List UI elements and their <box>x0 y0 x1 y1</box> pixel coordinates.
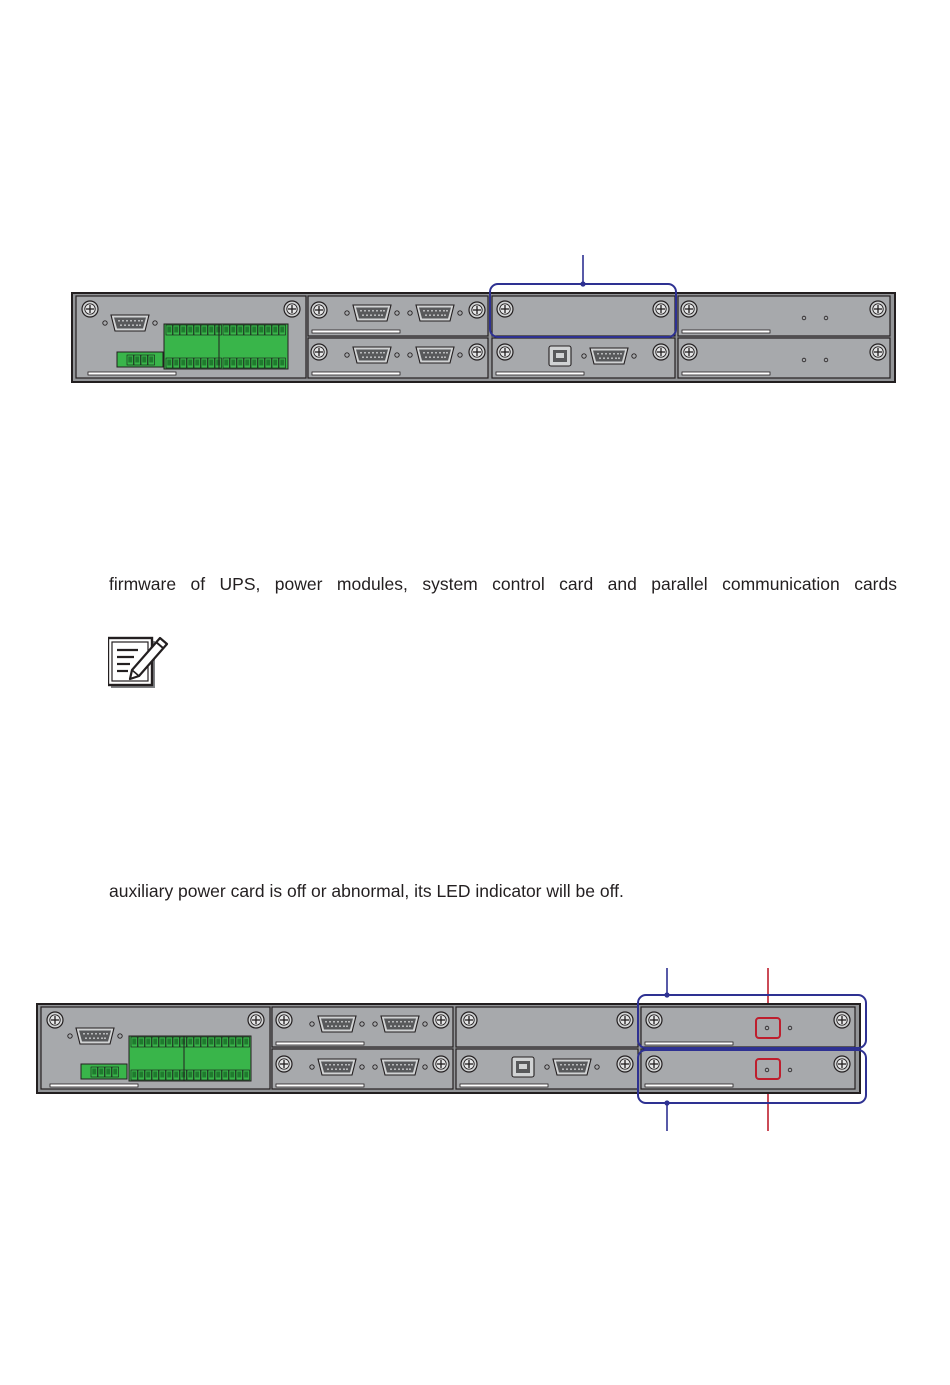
auxiliary-power-card-top <box>641 1007 855 1047</box>
empty-slot-card <box>492 296 675 336</box>
paragraph-line-firmware: firmware of UPS, power modules, system control card and parallel communication cards <box>109 574 897 594</box>
parallel-communication-card-top <box>272 1007 453 1047</box>
paragraph-line-led-indicator: auxiliary power card is off or abnormal, its LED indicator will be off. <box>109 881 624 901</box>
system-control-card <box>76 296 306 378</box>
auxiliary-power-card-bottom <box>641 1049 855 1089</box>
usb-communication-card <box>456 1049 638 1089</box>
auxiliary-power-card-top <box>678 296 890 336</box>
usb-b-port-icon <box>549 346 571 366</box>
ups-rear-panel-figure-1 <box>0 0 950 400</box>
auxiliary-power-card-bottom <box>678 338 890 378</box>
usb-b-port-icon <box>512 1057 534 1077</box>
system-control-card <box>41 1007 270 1089</box>
terminal-block-icon <box>129 1036 251 1081</box>
usb-communication-card <box>492 338 675 378</box>
parallel-communication-card-bottom <box>272 1049 453 1089</box>
note-icon <box>108 634 170 690</box>
ups-rear-panel-figure-2 <box>0 960 950 1140</box>
terminal-block-icon <box>164 324 288 369</box>
parallel-communication-card-top <box>308 296 488 336</box>
parallel-communication-card-bottom <box>308 338 488 378</box>
empty-slot-card <box>456 1007 638 1047</box>
